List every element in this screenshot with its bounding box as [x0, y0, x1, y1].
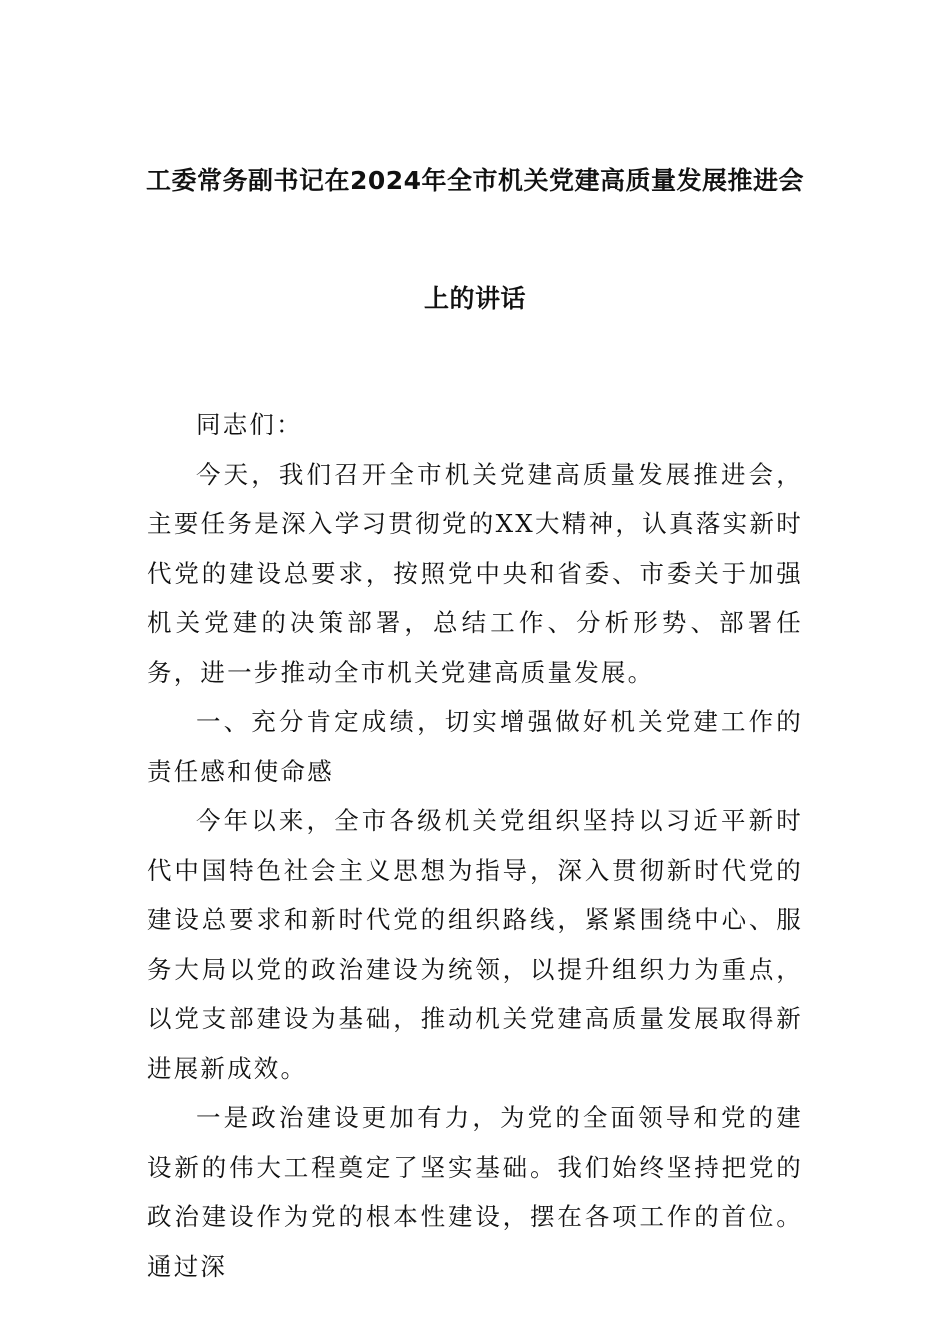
body-paragraph: 今年以来，全市各级机关党组织坚持以习近平新时代中国特色社会主义思想为指导，深入贯彻新时代党的建设总要求和新时代党的组织路线，紧紧围绕中心、服务大局以党的政治建设为统领，以提升组织力为重点，以党支部建设为基础，推动机关党建高质量发展取得新进展新成效。 — [147, 806, 803, 1083]
document-body — [147, 400, 803, 1291]
section-heading-1: 一、充分肯定成绩，切实增强做好机关党建工作的责任感和使命感 — [147, 707, 803, 786]
document-title-line-1: 工委常务副书记在2024年全市机关党建高质量发展推进会 — [145, 166, 805, 195]
salutation-paragraph: 同志们： — [196, 410, 303, 439]
body-paragraph: 一是政治建设更加有力，为党的全面领导和党的建设新的伟大工程奠定了坚实基础。我们始终坚持把党的政治建设作为党的根本性建设，摆在各项工作的首位。通过深 — [147, 1103, 803, 1281]
intro-paragraph: 今天，我们召开全市机关党建高质量发展推进会，主要任务是深入学习贯彻党的XX大精神，认真落实新时代党的建设总要求，按照党中央和省委、市委关于加强机关党建的决策部署，总结工作、分析形势、部署任务，进一步推动全市机关党建高质量发展。 — [147, 459, 803, 687]
document-title-line-2: 上的讲话 — [423, 284, 526, 313]
